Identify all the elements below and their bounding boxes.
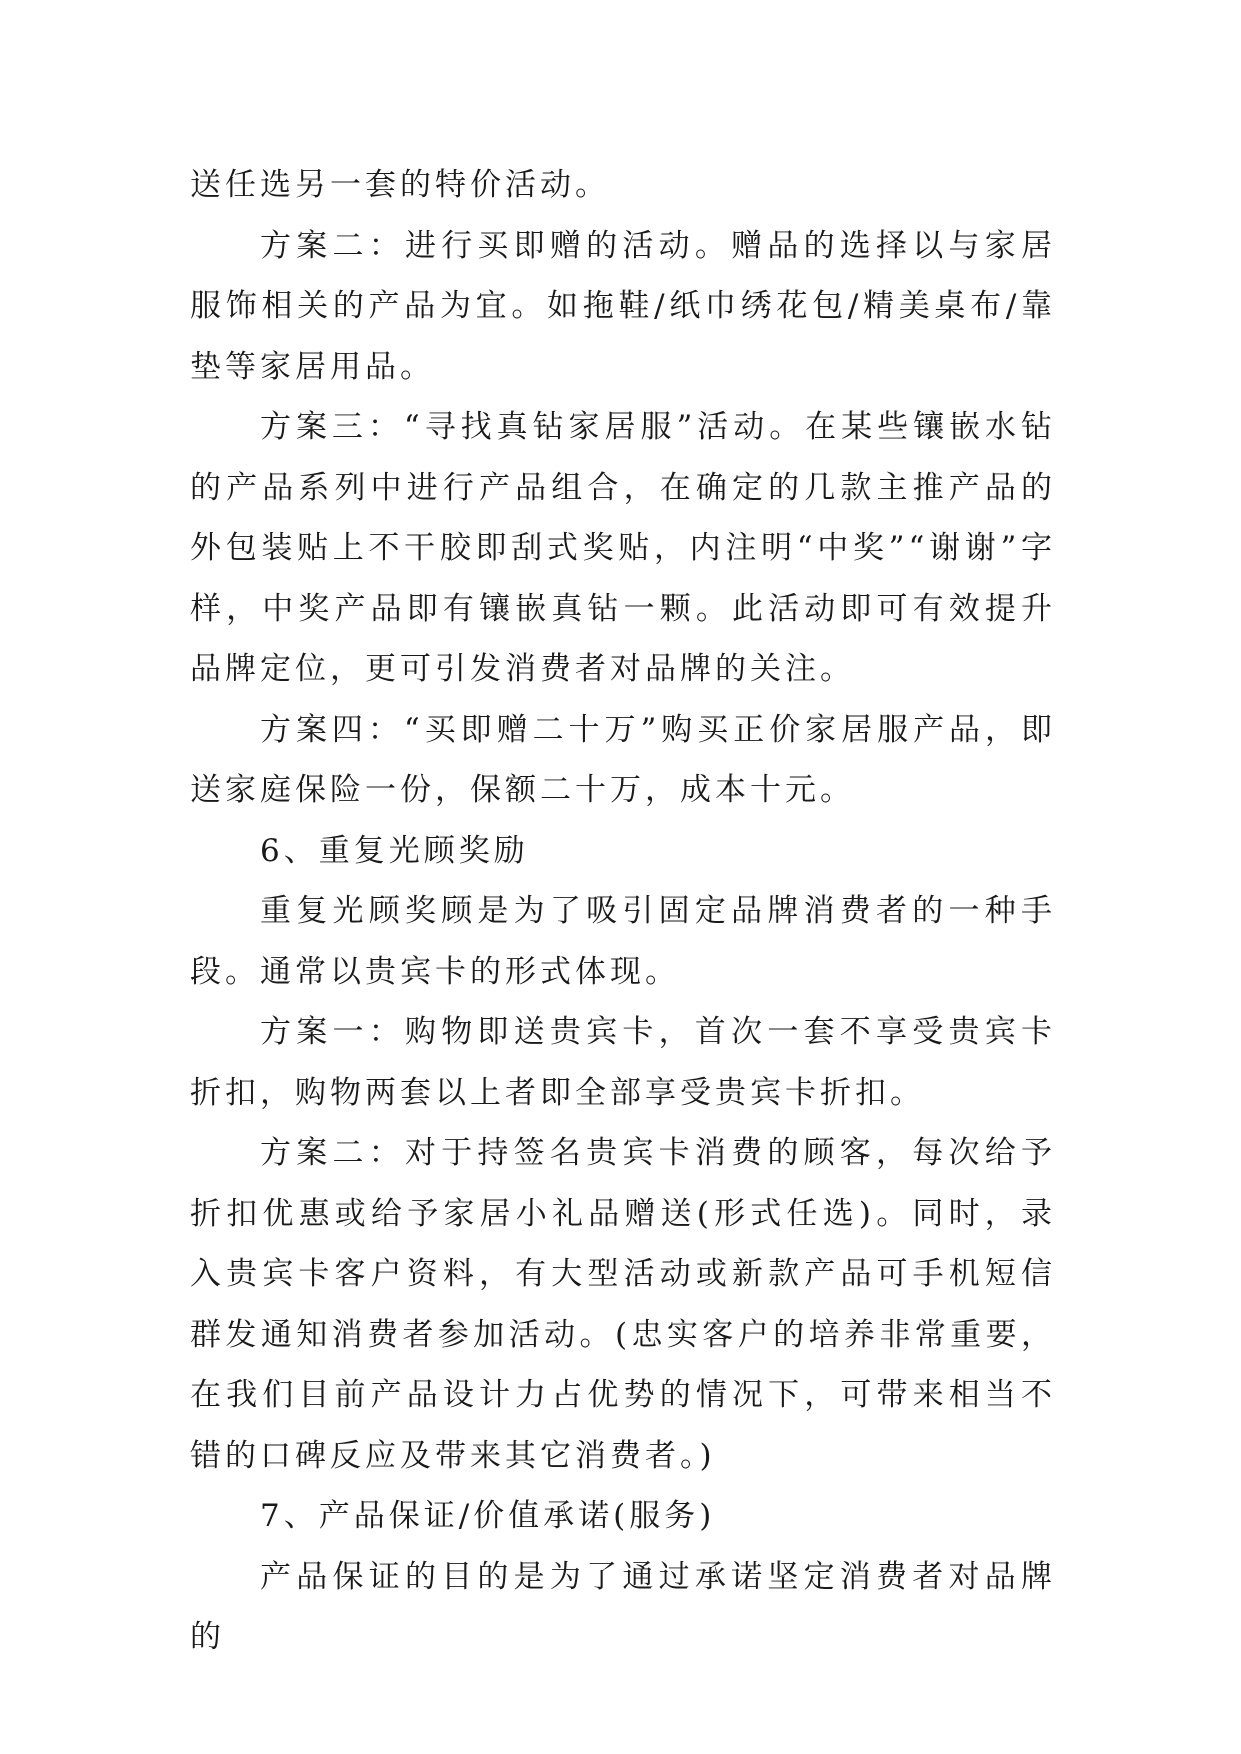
paragraph-plan-two-gift: 方案二：进行买即赠的活动。赠品的选择以与家居服饰相关的产品为宜。如拖鞋/纸巾绣花包/精美桌布/靠垫等家居用品。 [190,227,1056,385]
paragraph-continuation: 送任选另一套的特价活动。 [190,167,610,203]
section-heading-product-guarantee: 7、产品保证/价值承诺(服务) [260,1498,716,1534]
document-body [190,155,1056,1668]
paragraph-plan-four-insurance: 方案四：“买即赠二十万”购买正价家居服产品，即送家庭保险一份，保额二十万，成本十元。 [190,711,1056,808]
paragraph-repeat-reward-intro: 重复光顾奖顾是为了吸引固定品牌消费者的一种手段。通常以贵宾卡的形式体现。 [190,893,1056,990]
paragraph-vip-plan-one: 方案一：购物即送贵宾卡，首次一套不享受贵宾卡折扣，购物两套以上者即全部享受贵宾卡折扣。 [190,1014,1056,1111]
paragraph-guarantee-intro: 产品保证的目的是为了通过承诺坚定消费者对品牌的 [190,1558,1056,1655]
paragraph-vip-plan-two: 方案二：对于持签名贵宾卡消费的顾客，每次给予折扣优惠或给予家居小礼品赠送(形式任选)。同时，录入贵宾卡客户资料，有大型活动或新款产品可手机短信群发通知消费者参加活动。(忠实客户的培养非常重要，在我们目前产品设计力占优势的情况下，可带来相当不错的口碑反应及带来其它消费者。) [190,1135,1056,1474]
section-heading-repeat-reward: 6、重复光顾奖励 [260,832,529,869]
paragraph-plan-three-diamond: 方案三：“寻找真钻家居服”活动。在某些镶嵌水钻的产品系列中进行产品组合，在确定的几款主推产品的外包装贴上不干胶即刮式奖贴，内注明“中奖”“谢谢”字样，中奖产品即有镶嵌真钻一颗。此活动即可有效提升品牌定位，更可引发消费者对品牌的关注。 [190,409,1056,687]
